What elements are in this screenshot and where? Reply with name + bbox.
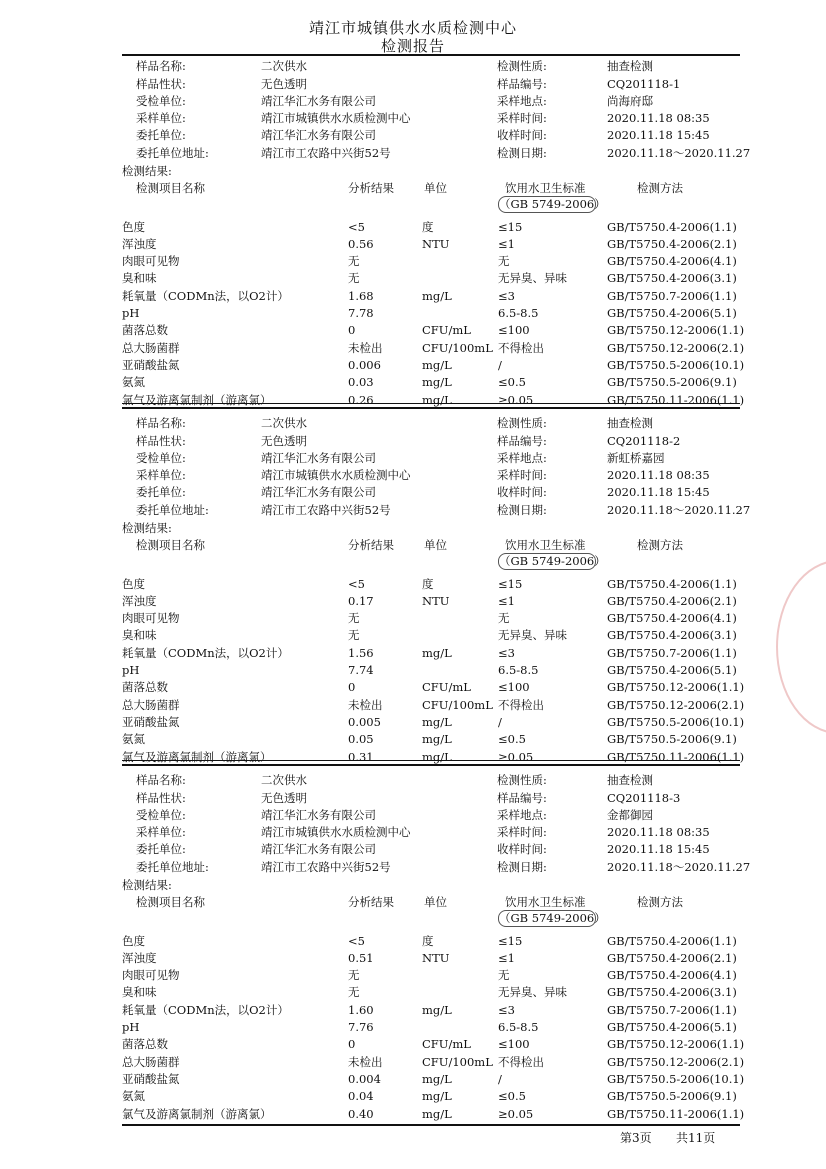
sample-number-label: 样品编号: <box>497 791 547 805</box>
sample-number-value: CQ201118-2 <box>607 434 681 448</box>
item-standard: 无异臭、异味 <box>498 985 567 999</box>
item-method: GB/T5750.12-2006(2.1) <box>607 1055 745 1069</box>
client-unit-value: 靖江华汇水务有限公司 <box>261 842 376 856</box>
report-title-org: 靖江市城镇供水水质检测中心 <box>308 19 517 37</box>
sampling-time-value: 2020.11.18 08:35 <box>607 111 710 125</box>
client-address-label: 委托单位地址: <box>136 860 209 874</box>
item-name: 色度 <box>122 577 145 591</box>
item-name: pH <box>122 1020 140 1034</box>
item-name: 总大肠菌群 <box>122 1055 180 1069</box>
report-title: 检测报告 <box>380 37 445 55</box>
item-unit: CFU/mL <box>422 1037 471 1051</box>
item-name: 耗氧量（CODMn法，以O2计） <box>122 289 289 303</box>
sample-name-value: 二次供水 <box>261 773 307 787</box>
item-method: GB/T5750.4-2006(5.1) <box>607 663 737 677</box>
sample-trait-value: 无色透明 <box>261 77 307 91</box>
item-standard: ≤1 <box>498 237 515 251</box>
receive-time-label: 收样时间: <box>497 842 547 856</box>
item-result: 0.006 <box>348 358 381 372</box>
item-name: 氯气及游离氯制剂（游离氯） <box>122 750 272 764</box>
section-divider <box>122 760 740 761</box>
item-unit: mg/L <box>422 1072 452 1086</box>
item-method: GB/T5750.4-2006(4.1) <box>607 968 737 982</box>
item-standard: 不得检出 <box>498 1055 544 1069</box>
col-item-header: 检测项目名称 <box>136 181 205 195</box>
item-result: 0.26 <box>348 393 374 407</box>
receive-time-value: 2020.11.18 15:45 <box>607 842 710 856</box>
item-standard: / <box>498 1072 502 1086</box>
sample-trait-label: 样品性状: <box>136 791 186 805</box>
test-nature-value: 抽查检测 <box>607 773 653 787</box>
item-standard: ≤1 <box>498 594 515 608</box>
test-nature-value: 抽查检测 <box>607 59 653 73</box>
item-unit: NTU <box>422 237 450 251</box>
receiving-unit-label: 受检单位: <box>136 94 186 108</box>
item-unit: CFU/mL <box>422 680 471 694</box>
sample-name-value: 二次供水 <box>261 416 307 430</box>
test-nature-label: 检测性质: <box>497 773 547 787</box>
sampling-unit-label: 采样单位: <box>136 468 186 482</box>
item-method: GB/T5750.4-2006(3.1) <box>607 628 737 642</box>
item-method: GB/T5750.5-2006(9.1) <box>607 1089 737 1103</box>
item-method: GB/T5750.5-2006(10.1) <box>607 358 745 372</box>
item-method: GB/T5750.11-2006(1.1) <box>607 750 745 764</box>
sampling-location-label: 采样地点: <box>497 808 547 822</box>
item-method: GB/T5750.4-2006(4.1) <box>607 254 737 268</box>
item-name: 菌落总数 <box>122 680 168 694</box>
item-result: <5 <box>348 220 365 234</box>
item-name: 总大肠菌群 <box>122 698 180 712</box>
test-date-value: 2020.11.18～2020.11.27 <box>607 503 751 517</box>
item-result: 0.31 <box>348 750 374 764</box>
client-address-value: 靖江市工农路中兴街52号 <box>261 503 391 517</box>
item-method: GB/T5750.7-2006(1.1) <box>607 646 737 660</box>
col-std-header: 饮用水卫生标准 <box>505 895 586 909</box>
item-result: 0.03 <box>348 375 374 389</box>
item-unit: CFU/100mL <box>422 698 493 712</box>
item-method: GB/T5750.4-2006(2.1) <box>607 951 737 965</box>
item-standard: 6.5-8.5 <box>498 1020 539 1034</box>
receive-time-value: 2020.11.18 15:45 <box>607 485 710 499</box>
item-unit: mg/L <box>422 1107 452 1121</box>
item-standard: ≥0.05 <box>498 393 534 407</box>
item-name: 肉眼可见物 <box>122 254 180 268</box>
col-unit-header: 单位 <box>424 538 447 552</box>
sampling-unit-value: 靖江市城镇供水水质检测中心 <box>261 825 411 839</box>
results-label: 检测结果: <box>122 878 172 892</box>
item-name: 总大肠菌群 <box>122 341 180 355</box>
receive-time-value: 2020.11.18 15:45 <box>607 128 710 142</box>
item-method: GB/T5750.7-2006(1.1) <box>607 1003 737 1017</box>
item-standard: / <box>498 715 502 729</box>
receive-time-label: 收样时间: <box>497 128 547 142</box>
item-result: 0.40 <box>348 1107 374 1121</box>
sample-name-label: 样品名称: <box>136 416 186 430</box>
item-result: 未检出 <box>348 341 383 355</box>
item-standard: ≥0.05 <box>498 750 534 764</box>
item-standard: ≤0.5 <box>498 375 526 389</box>
item-unit: mg/L <box>422 358 452 372</box>
item-name: 色度 <box>122 220 145 234</box>
item-unit: mg/L <box>422 1003 452 1017</box>
item-standard: ≤0.5 <box>498 1089 526 1103</box>
sampling-unit-value: 靖江市城镇供水水质检测中心 <box>261 468 411 482</box>
item-standard: ≤1 <box>498 951 515 965</box>
receiving-unit-value: 靖江华汇水务有限公司 <box>261 451 376 465</box>
sample-trait-label: 样品性状: <box>136 434 186 448</box>
col-unit-header: 单位 <box>424 181 447 195</box>
item-method: GB/T5750.5-2006(9.1) <box>607 732 737 746</box>
client-address-label: 委托单位地址: <box>136 146 209 160</box>
item-unit: mg/L <box>422 732 452 746</box>
item-standard: ≤0.5 <box>498 732 526 746</box>
col-result-header: 分析结果 <box>348 538 394 552</box>
col-std-subheader: （GB 5749-2006） <box>499 554 606 568</box>
sample-number-value: CQ201118-3 <box>607 791 681 805</box>
item-name: pH <box>122 663 140 677</box>
item-method: GB/T5750.4-2006(1.1) <box>607 220 737 234</box>
item-unit: 度 <box>422 934 434 948</box>
client-unit-value: 靖江华汇水务有限公司 <box>261 485 376 499</box>
receiving-unit-value: 靖江华汇水务有限公司 <box>261 94 376 108</box>
sampling-location-value: 尚海府邸 <box>607 94 653 108</box>
section-divider <box>122 407 740 409</box>
item-standard: ≥0.05 <box>498 1107 534 1121</box>
sampling-location-label: 采样地点: <box>497 94 547 108</box>
item-standard: ≤3 <box>498 646 515 660</box>
col-result-header: 分析结果 <box>348 181 394 195</box>
item-unit: mg/L <box>422 375 452 389</box>
col-std-header: 饮用水卫生标准 <box>505 181 586 195</box>
item-unit: mg/L <box>422 646 452 660</box>
col-method-header: 检测方法 <box>637 895 683 909</box>
item-method: GB/T5750.12-2006(2.1) <box>607 698 745 712</box>
item-result: 0.05 <box>348 732 374 746</box>
test-date-label: 检测日期: <box>497 503 547 517</box>
item-result: 1.68 <box>348 289 374 303</box>
client-unit-label: 委托单位: <box>136 485 186 499</box>
test-date-value: 2020.11.18～2020.11.27 <box>607 146 751 160</box>
item-name: 氯气及游离氯制剂（游离氯） <box>122 393 272 407</box>
receiving-unit-value: 靖江华汇水务有限公司 <box>261 808 376 822</box>
item-standard: 不得检出 <box>498 341 544 355</box>
col-item-header: 检测项目名称 <box>136 895 205 909</box>
item-name: 亚硝酸盐氮 <box>122 1072 180 1086</box>
page-total: 共11页 <box>676 1131 716 1145</box>
item-standard: 无 <box>498 968 510 982</box>
results-label: 检测结果: <box>122 521 172 535</box>
sampling-location-value: 金都御园 <box>607 808 653 822</box>
item-result: 0 <box>348 1037 356 1051</box>
item-method: GB/T5750.11-2006(1.1) <box>607 1107 745 1121</box>
item-method: GB/T5750.5-2006(10.1) <box>607 1072 745 1086</box>
item-result: 0 <box>348 680 356 694</box>
item-name: 色度 <box>122 934 145 948</box>
col-unit-header: 单位 <box>424 895 447 909</box>
item-result: <5 <box>348 934 365 948</box>
col-item-header: 检测项目名称 <box>136 538 205 552</box>
item-standard: ≤100 <box>498 1037 530 1051</box>
item-result: 未检出 <box>348 698 383 712</box>
item-method: GB/T5750.4-2006(2.1) <box>607 594 737 608</box>
item-standard: ≤15 <box>498 577 523 591</box>
col-std-header: 饮用水卫生标准 <box>505 538 586 552</box>
item-result: 无 <box>348 271 360 285</box>
client-unit-label: 委托单位: <box>136 128 186 142</box>
col-method-header: 检测方法 <box>637 181 683 195</box>
item-standard: 6.5-8.5 <box>498 663 539 677</box>
item-unit: NTU <box>422 594 450 608</box>
item-result: 未检出 <box>348 1055 383 1069</box>
item-result: 无 <box>348 611 360 625</box>
sampling-time-value: 2020.11.18 08:35 <box>607 825 710 839</box>
top-rule <box>122 54 740 56</box>
item-standard: 无 <box>498 254 510 268</box>
test-nature-label: 检测性质: <box>497 59 547 73</box>
sampling-time-label: 采样时间: <box>497 468 547 482</box>
sampling-unit-label: 采样单位: <box>136 825 186 839</box>
item-method: GB/T5750.5-2006(10.1) <box>607 715 745 729</box>
sample-number-value: CQ201118-1 <box>607 77 681 91</box>
col-std-subheader: （GB 5749-2006） <box>499 911 606 925</box>
item-standard: 6.5-8.5 <box>498 306 539 320</box>
item-result: 0.005 <box>348 715 381 729</box>
item-result: 1.60 <box>348 1003 374 1017</box>
test-date-label: 检测日期: <box>497 146 547 160</box>
sample-number-label: 样品编号: <box>497 77 547 91</box>
item-name: 浑浊度 <box>122 237 157 251</box>
item-unit: CFU/100mL <box>422 1055 493 1069</box>
client-unit-label: 委托单位: <box>136 842 186 856</box>
item-standard: ≤100 <box>498 680 530 694</box>
item-name: 浑浊度 <box>122 951 157 965</box>
item-method: GB/T5750.5-2006(9.1) <box>607 375 737 389</box>
item-method: GB/T5750.4-2006(3.1) <box>607 271 737 285</box>
item-name: 亚硝酸盐氮 <box>122 715 180 729</box>
item-result: <5 <box>348 577 365 591</box>
item-standard: ≤100 <box>498 323 530 337</box>
item-standard: 无 <box>498 611 510 625</box>
item-result: 无 <box>348 254 360 268</box>
test-date-value: 2020.11.18～2020.11.27 <box>607 860 751 874</box>
sample-name-value: 二次供水 <box>261 59 307 73</box>
item-result: 0.51 <box>348 951 374 965</box>
item-unit: mg/L <box>422 715 452 729</box>
item-name: pH <box>122 306 140 320</box>
client-address-value: 靖江市工农路中兴街52号 <box>261 860 391 874</box>
sample-trait-value: 无色透明 <box>261 434 307 448</box>
sampling-location-value: 新虹桥嘉园 <box>607 451 665 465</box>
item-result: 无 <box>348 628 360 642</box>
item-unit: mg/L <box>422 289 452 303</box>
sample-trait-label: 样品性状: <box>136 77 186 91</box>
item-result: 0.004 <box>348 1072 381 1086</box>
item-unit: NTU <box>422 951 450 965</box>
item-result: 0.17 <box>348 594 374 608</box>
item-unit: CFU/mL <box>422 323 471 337</box>
col-result-header: 分析结果 <box>348 895 394 909</box>
item-result: 无 <box>348 985 360 999</box>
item-name: 臭和味 <box>122 628 157 642</box>
item-method: GB/T5750.7-2006(1.1) <box>607 289 737 303</box>
item-name: 氯气及游离氯制剂（游离氯） <box>122 1107 272 1121</box>
item-name: 臭和味 <box>122 271 157 285</box>
receive-time-label: 收样时间: <box>497 485 547 499</box>
page-number: 第3页 <box>620 1131 652 1145</box>
item-result: 1.56 <box>348 646 374 660</box>
item-standard: ≤15 <box>498 934 523 948</box>
results-label: 检测结果: <box>122 164 172 178</box>
item-unit: 度 <box>422 577 434 591</box>
item-name: 菌落总数 <box>122 323 168 337</box>
item-name: 浑浊度 <box>122 594 157 608</box>
item-method: GB/T5750.4-2006(4.1) <box>607 611 737 625</box>
item-method: GB/T5750.12-2006(1.1) <box>607 323 745 337</box>
item-standard: 无异臭、异味 <box>498 628 567 642</box>
item-method: GB/T5750.4-2006(1.1) <box>607 577 737 591</box>
item-method: GB/T5750.4-2006(3.1) <box>607 985 737 999</box>
item-method: GB/T5750.4-2006(1.1) <box>607 934 737 948</box>
item-result: 0.56 <box>348 237 374 251</box>
item-name: 氨氮 <box>122 1089 145 1103</box>
sample-name-label: 样品名称: <box>136 773 186 787</box>
item-standard: 不得检出 <box>498 698 544 712</box>
item-standard: ≤15 <box>498 220 523 234</box>
test-date-label: 检测日期: <box>497 860 547 874</box>
item-result: 无 <box>348 968 360 982</box>
item-name: 氨氮 <box>122 732 145 746</box>
sampling-location-label: 采样地点: <box>497 451 547 465</box>
item-standard: / <box>498 358 502 372</box>
item-result: 0 <box>348 323 356 337</box>
test-nature-label: 检测性质: <box>497 416 547 430</box>
item-method: GB/T5750.4-2006(5.1) <box>607 306 737 320</box>
item-name: 氨氮 <box>122 375 145 389</box>
client-unit-value: 靖江华汇水务有限公司 <box>261 128 376 142</box>
item-method: GB/T5750.4-2006(2.1) <box>607 237 737 251</box>
item-name: 臭和味 <box>122 985 157 999</box>
sampling-time-label: 采样时间: <box>497 825 547 839</box>
item-unit: mg/L <box>422 393 452 407</box>
client-address-value: 靖江市工农路中兴街52号 <box>261 146 391 160</box>
item-method: GB/T5750.11-2006(1.1) <box>607 393 745 407</box>
col-method-header: 检测方法 <box>637 538 683 552</box>
section-divider <box>122 403 740 404</box>
receiving-unit-label: 受检单位: <box>136 451 186 465</box>
sample-number-label: 样品编号: <box>497 434 547 448</box>
item-name: 耗氧量（CODMn法，以O2计） <box>122 1003 289 1017</box>
col-std-subheader: （GB 5749-2006） <box>499 197 606 211</box>
sample-name-label: 样品名称: <box>136 59 186 73</box>
bottom-rule <box>122 1124 740 1126</box>
item-name: 亚硝酸盐氮 <box>122 358 180 372</box>
item-name: 菌落总数 <box>122 1037 168 1051</box>
sample-trait-value: 无色透明 <box>261 791 307 805</box>
item-method: GB/T5750.12-2006(1.1) <box>607 1037 745 1051</box>
item-name: 肉眼可见物 <box>122 611 180 625</box>
item-unit: mg/L <box>422 1089 452 1103</box>
item-standard: 无异臭、异味 <box>498 271 567 285</box>
section-divider <box>122 764 740 766</box>
sampling-time-label: 采样时间: <box>497 111 547 125</box>
test-nature-value: 抽查检测 <box>607 416 653 430</box>
item-result: 7.74 <box>348 663 374 677</box>
item-unit: CFU/100mL <box>422 341 493 355</box>
item-result: 0.04 <box>348 1089 374 1103</box>
item-name: 耗氧量（CODMn法，以O2计） <box>122 646 289 660</box>
receiving-unit-label: 受检单位: <box>136 808 186 822</box>
official-seal <box>776 560 826 734</box>
sampling-unit-label: 采样单位: <box>136 111 186 125</box>
item-standard: ≤3 <box>498 1003 515 1017</box>
item-method: GB/T5750.12-2006(2.1) <box>607 341 745 355</box>
item-standard: ≤3 <box>498 289 515 303</box>
item-result: 7.76 <box>348 1020 374 1034</box>
item-unit: mg/L <box>422 750 452 764</box>
sampling-unit-value: 靖江市城镇供水水质检测中心 <box>261 111 411 125</box>
item-method: GB/T5750.4-2006(5.1) <box>607 1020 737 1034</box>
client-address-label: 委托单位地址: <box>136 503 209 517</box>
item-name: 肉眼可见物 <box>122 968 180 982</box>
item-result: 7.78 <box>348 306 374 320</box>
item-unit: 度 <box>422 220 434 234</box>
sampling-time-value: 2020.11.18 08:35 <box>607 468 710 482</box>
item-method: GB/T5750.12-2006(1.1) <box>607 680 745 694</box>
